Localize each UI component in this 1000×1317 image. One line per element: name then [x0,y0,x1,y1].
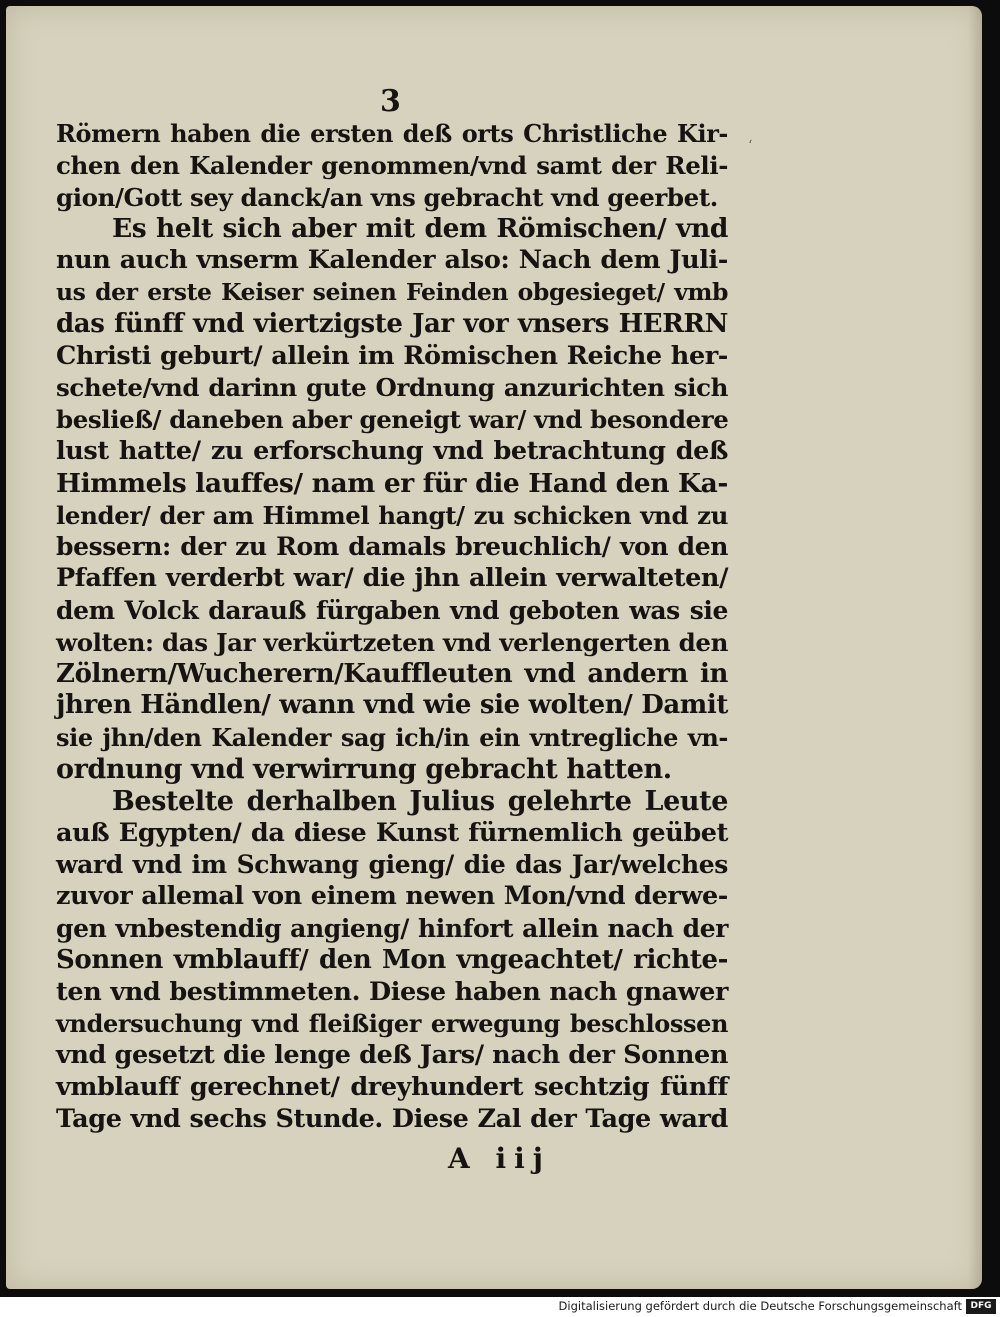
text-line: Es helt sich aber mit dem Römischen/ vnd [112,213,728,245]
text-line: wolten: das Jar verkürtzeten vnd verlengerten den [56,627,728,657]
text-line: besließ/ daneben aber geneigt war/ vnd besondere [56,405,729,435]
text-line: schete/vnd darinn gute Ordnung anzurichten sich [56,373,728,403]
text-line: Bestelte derhalben Julius gelehrte Leute [112,785,728,817]
text-line: Zölnern/Wucherern/Kauffleuten vnd andern in [56,658,728,689]
text-line: Himmels lauffes/ nam er für die Hand den Ka- [56,467,728,499]
text-line: ordnung vnd verwirrung gebracht hatten. [56,753,672,785]
text-line: auß Egypten/ da diese Kunst fürnemlich geübet [56,817,728,848]
text-line: bessern: der zu Rom damals breuchlich/ von den [56,532,728,562]
text-line: lender/ der am Himmel hangt/ zu schicken vnd zu [56,500,728,530]
text-line: das fünff vnd viertzigste Jar vor vnsers HERRN [56,308,728,339]
funding-notice: Digitalisierung gefördert durch die Deutsche Forschungsgemeinschaft [558,1299,962,1313]
text-line: vmblauff gerechnet/ dreyhundert sechtzig fünff [56,1071,728,1102]
text-line: Sonnen vmblauff/ den Mon vngeachtet/ richte- [56,944,728,975]
body-text [56,118,728,1136]
text-line: Christi geburt/ allein im Römischen Reiche her- [56,340,728,371]
text-line: zuvor allemal von einem newen Mon/vnd derwe- [56,881,728,912]
text-line: nun auch vnserm Kalender also: Nach dem Juli- [56,245,728,276]
text-line: chen den Kalender genommen/vnd samt der Reli- [56,150,728,180]
signature-mark: A iij [448,1142,551,1175]
page-edge-shadow [968,6,982,1289]
text-line: Römern haben die ersten deß orts Christliche Kir- [56,119,728,148]
page-number: 3 [380,84,402,119]
text-line: ten vnd bestimmeten. Diese haben nach gnawer [56,976,728,1007]
text-line: dem Volck darauß fürgaben vnd geboten was sie [56,595,728,625]
text-line: vndersuchung vnd fleißiger erwegung beschlossen [56,1009,728,1039]
text-line: us der erste Keiser seinen Feinden obgesieget/ vmb [56,277,728,306]
dfg-logo: DFG [966,1299,996,1314]
text-line: jhren Händlen/ wann vnd wie sie wolten/ Damit [56,690,728,721]
text-line: ward vnd im Schwang gieng/ die das Jar/welches [56,850,728,880]
text-line: gion/Gott sey danck/an vns gebracht vnd geerbet. [56,182,718,212]
text-line: vnd gesetzt die lenge deß Jars/ nach der Sonnen [56,1040,728,1071]
footer-bar [0,1297,1000,1317]
margin-mark: ‘ [748,138,753,154]
text-line: gen vnbestendig angieng/ hinfort allein nach der [56,913,728,943]
text-line: lust hatte/ zu erforschung vnd betrachtung deß [56,435,728,466]
text-line: Tage vnd sechs Stunde. Diese Zal der Tage ward [56,1103,728,1134]
text-line: Pfaffen verderbt war/ die jhn allein verwalteten/ [56,563,728,594]
text-line: sie jhn/den Kalender sag ich/in ein vntregliche vn- [56,723,728,753]
